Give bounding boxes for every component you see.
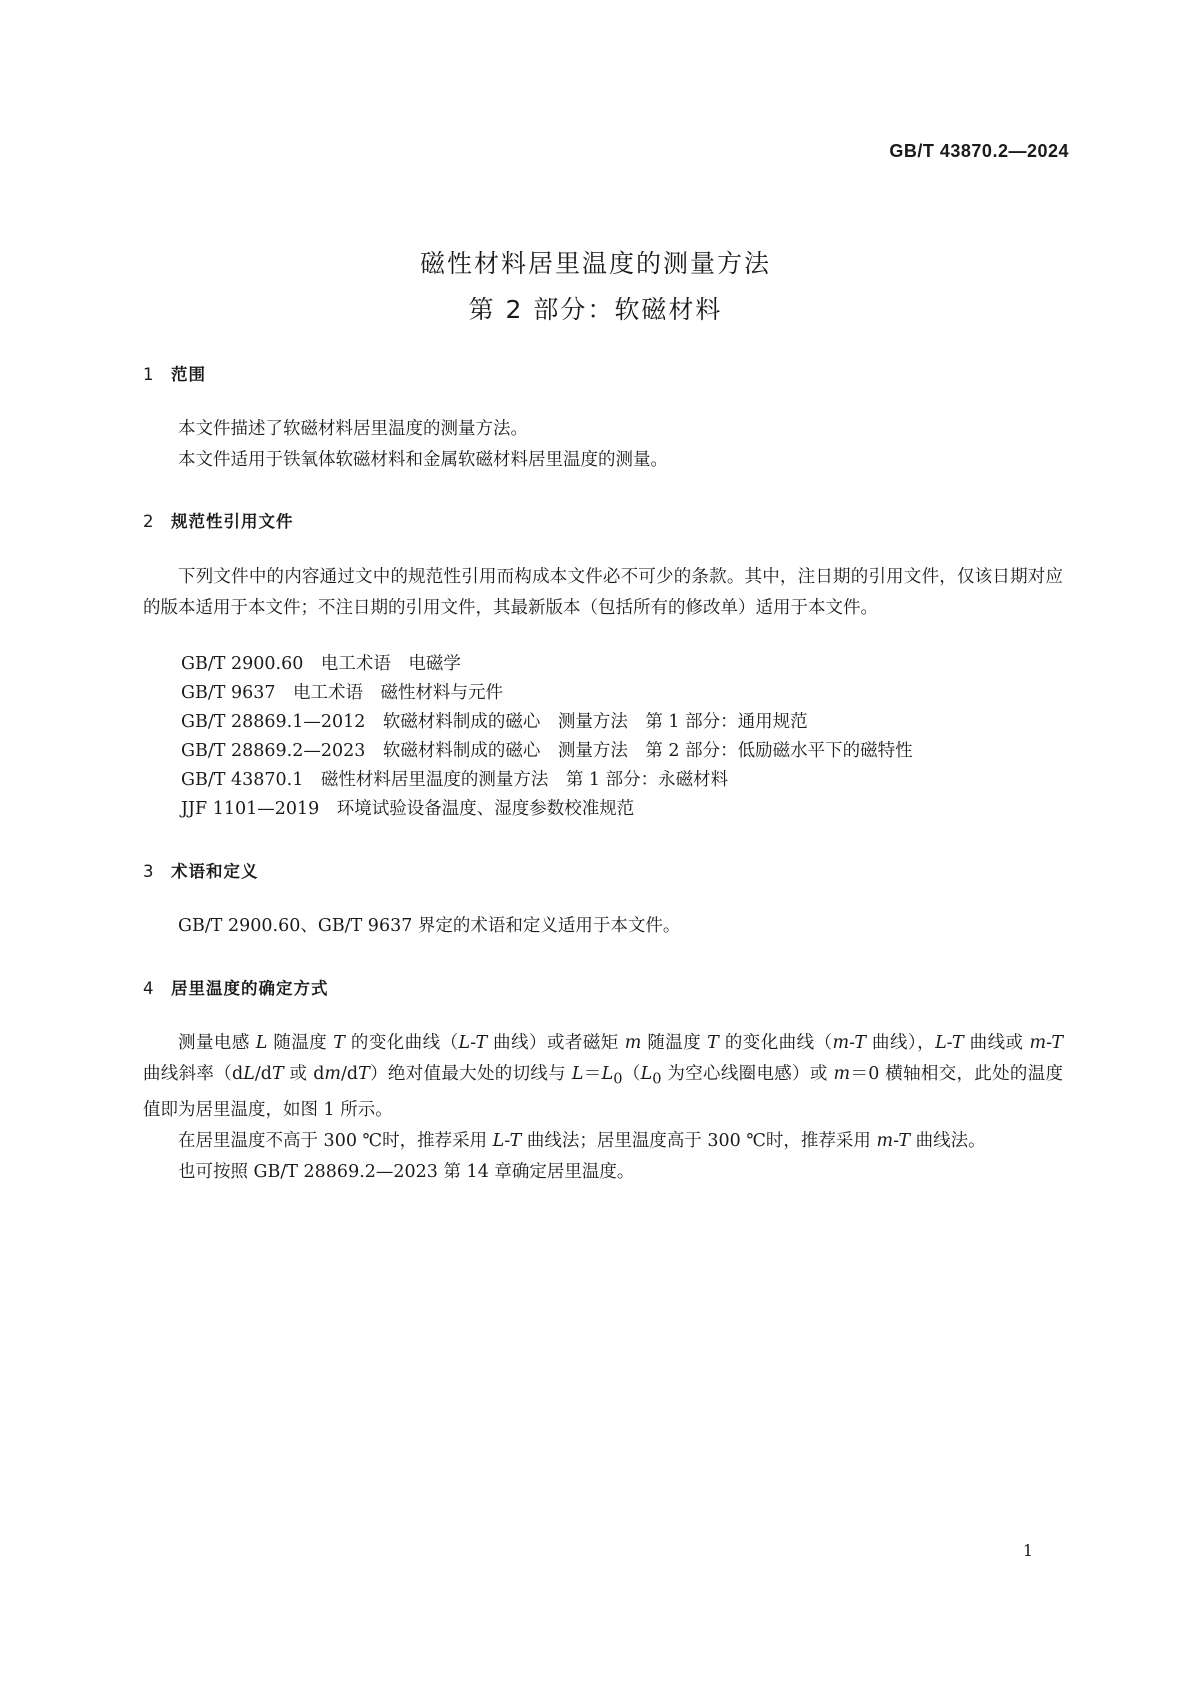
- paragraph: 本文件适用于铁氧体软磁材料和金属软磁材料居里温度的测量。: [178, 450, 668, 470]
- reference-item: GB/T 43870.1 磁性材料居里温度的测量方法 第 1 部分：永磁材料: [181, 770, 729, 790]
- section-title: 术语和定义: [171, 862, 259, 881]
- paragraph: 测量电感 L 随温度 T 的变化曲线（L-T 曲线）或者磁矩 m 随温度 T 的变化曲线（m-T 曲线），L-T 曲线或 m-T 曲线斜率（dL/dT 或 dm/dT）绝对值最大处的切线与 $L=L_0(L_0$ 为空心线圈电感）或 m＝0 横轴相交，此处的温度值即为居里温度，如图 1 所示。: [143, 1033, 1064, 1120]
- section-number: 3: [143, 862, 155, 881]
- paragraph: 下列文件中的内容通过文中的规范性引用而构成本文件必不可少的条款。其中，注日期的引用文件，仅该日期对应的版本适用于本文件；不注日期的引用文件，其最新版本（包括所有的修改单）适用于本文件。: [143, 567, 1063, 618]
- section-number: 2: [143, 512, 155, 531]
- section-4-heading: [143, 975, 329, 999]
- section-number: 1: [143, 365, 155, 384]
- document-code: GB/T 43870.2—2024: [889, 141, 1069, 161]
- document-subtitle: 第 2 部分：软磁材料: [468, 295, 723, 324]
- section-3-heading: [143, 858, 259, 882]
- section-1-body: [143, 414, 1063, 476]
- paragraph: 本文件描述了软磁材料居里温度的测量方法。: [178, 419, 528, 439]
- document-title: 磁性材料居里温度的测量方法: [419, 249, 771, 278]
- page-number: 1: [1022, 1541, 1033, 1560]
- section-title: 规范性引用文件: [171, 512, 294, 531]
- section-1-heading: [143, 361, 206, 385]
- section-number: 4: [143, 979, 155, 998]
- section-title: 居里温度的确定方式: [171, 979, 329, 998]
- paragraph: 也可按照 GB/T 28869.2—2023 第 14 章确定居里温度。: [178, 1161, 635, 1182]
- reference-item: GB/T 9637 电工术语 磁性材料与元件: [181, 683, 504, 703]
- reference-item: GB/T 28869.1—2012 软磁材料制成的磁心 测量方法 第 1 部分：通用规范: [181, 712, 808, 732]
- reference-item: GB/T 28869.2—2023 软磁材料制成的磁心 测量方法 第 2 部分：低励磁水平下的磁特性: [181, 741, 913, 761]
- section-2-heading: [143, 508, 294, 532]
- section-2-intro: [143, 562, 1063, 624]
- reference-item: JJF 1101—2019 环境试验设备温度、湿度参数校准规范: [181, 799, 635, 819]
- section-4-body: [143, 1028, 1063, 1188]
- paragraph: 在居里温度不高于 300 ℃时，推荐采用 L-T 曲线法；居里温度高于 300 ℃时，推荐采用 m-T 曲线法。: [178, 1130, 986, 1151]
- reference-item: GB/T 2900.60 电工术语 电磁学: [181, 654, 461, 674]
- section-title: 范围: [171, 365, 206, 384]
- section-3-body: [143, 911, 1063, 942]
- paragraph: GB/T 2900.60、GB/T 9637 界定的术语和定义适用于本文件。: [178, 916, 681, 936]
